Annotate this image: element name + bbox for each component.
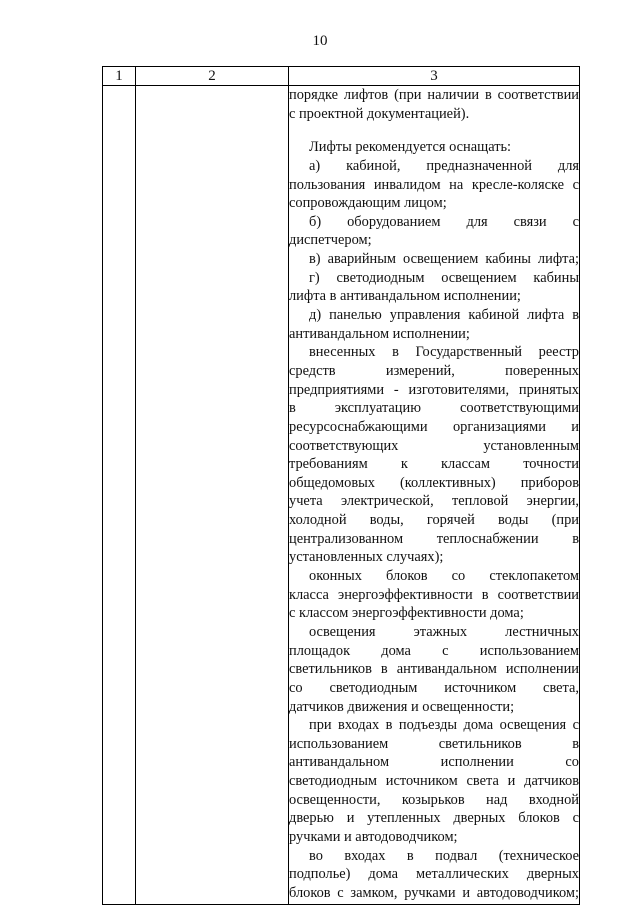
cell-col-2 — [136, 86, 289, 905]
text-line: класса энергоэффективности в соответствии — [289, 586, 579, 603]
text-line: г) светодиодным освещением кабины — [309, 269, 579, 286]
text-line: антивандальном исполнении; — [289, 325, 470, 342]
column-header-1: 1 — [103, 67, 136, 86]
text-line: установленных случаях); — [289, 549, 444, 566]
text-line: сопровождающим лицом; — [289, 195, 447, 212]
text-line: требованиям к классам точности — [289, 456, 579, 473]
text-line: использованием светильников в — [289, 735, 579, 752]
text-line: централизованном теплоснабжении в — [289, 530, 579, 547]
cell-col-1 — [103, 86, 136, 905]
page-number: 10 — [312, 33, 328, 49]
text-line: датчиков движения и освещенности; — [289, 698, 515, 715]
text-line: средств измерений, поверенных — [289, 362, 579, 379]
column-header-2: 2 — [136, 67, 289, 86]
table-header-row — [103, 67, 580, 86]
text-line: холодной воды, горячей воды (при — [289, 512, 579, 529]
text-line: антивандальном исполнении со — [289, 754, 579, 771]
text-line: ручками и автодоводчиком; — [289, 828, 458, 845]
text-line: подполье) дома металлических дверных — [289, 866, 579, 883]
text-line: б) оборудованием для связи с — [309, 213, 579, 230]
text-line: с проектной документацией). — [289, 105, 470, 122]
text-line: предприятиями - изготовителями, принятых — [289, 381, 579, 398]
text-line: площадок дома с использованием — [289, 642, 579, 659]
text-line: соответствующих установленным — [289, 437, 579, 454]
table-row — [103, 86, 580, 905]
text-line: порядке лифтов (при наличии в соответствии — [289, 87, 579, 103]
text-line: д) панелью управления кабиной лифта в — [309, 307, 579, 324]
text-line: диспетчером; — [289, 232, 372, 249]
text-line: в) аварийным освещением кабины лифта; — [309, 251, 579, 268]
text-line: светильников в антивандальном исполнении — [289, 661, 579, 678]
text-line: а) кабиной, предназначенной для — [309, 157, 579, 174]
text-line: ресурсоснабжающими организациями и — [289, 418, 579, 435]
text-line: внесенных в Государственный реестр — [309, 344, 579, 361]
text-line: оконных блоков со стеклопакетом — [309, 568, 579, 585]
text-line: во входах в подвал (техническое — [309, 847, 579, 864]
cell-col-3-text — [289, 86, 580, 905]
text-line: лифта в антивандальном исполнении; — [289, 288, 521, 305]
text-line: Лифты рекомендуется оснащать: — [309, 139, 512, 156]
text-line: со светодиодным источником света, — [289, 679, 579, 696]
text-line: светодиодным источником света и датчиков — [289, 773, 579, 790]
text-line: дверью и утепленных дверных блоков с — [289, 810, 579, 827]
text-line: освещенности, козырьков над входной — [289, 791, 579, 808]
text-line: общедомовых (коллективных) приборов — [289, 474, 579, 491]
text-line: освещения этажных лестничных — [309, 623, 579, 640]
text-line: пользования инвалидом на кресле-коляске с — [289, 176, 579, 193]
content-table — [102, 66, 580, 905]
text-line: при входах в подъезды дома освещения с — [309, 717, 579, 734]
text-line: блоков с замком, ручками и автодоводчиком; — [289, 884, 579, 901]
paragraph-gap — [289, 123, 579, 138]
text-line: с классом энергоэффективности дома; — [289, 605, 524, 622]
column-header-3: 3 — [289, 67, 580, 86]
text-line: учета электрической, тепловой энергии, — [289, 493, 579, 510]
text-line: в эксплуатацию соответствующими — [289, 400, 579, 417]
